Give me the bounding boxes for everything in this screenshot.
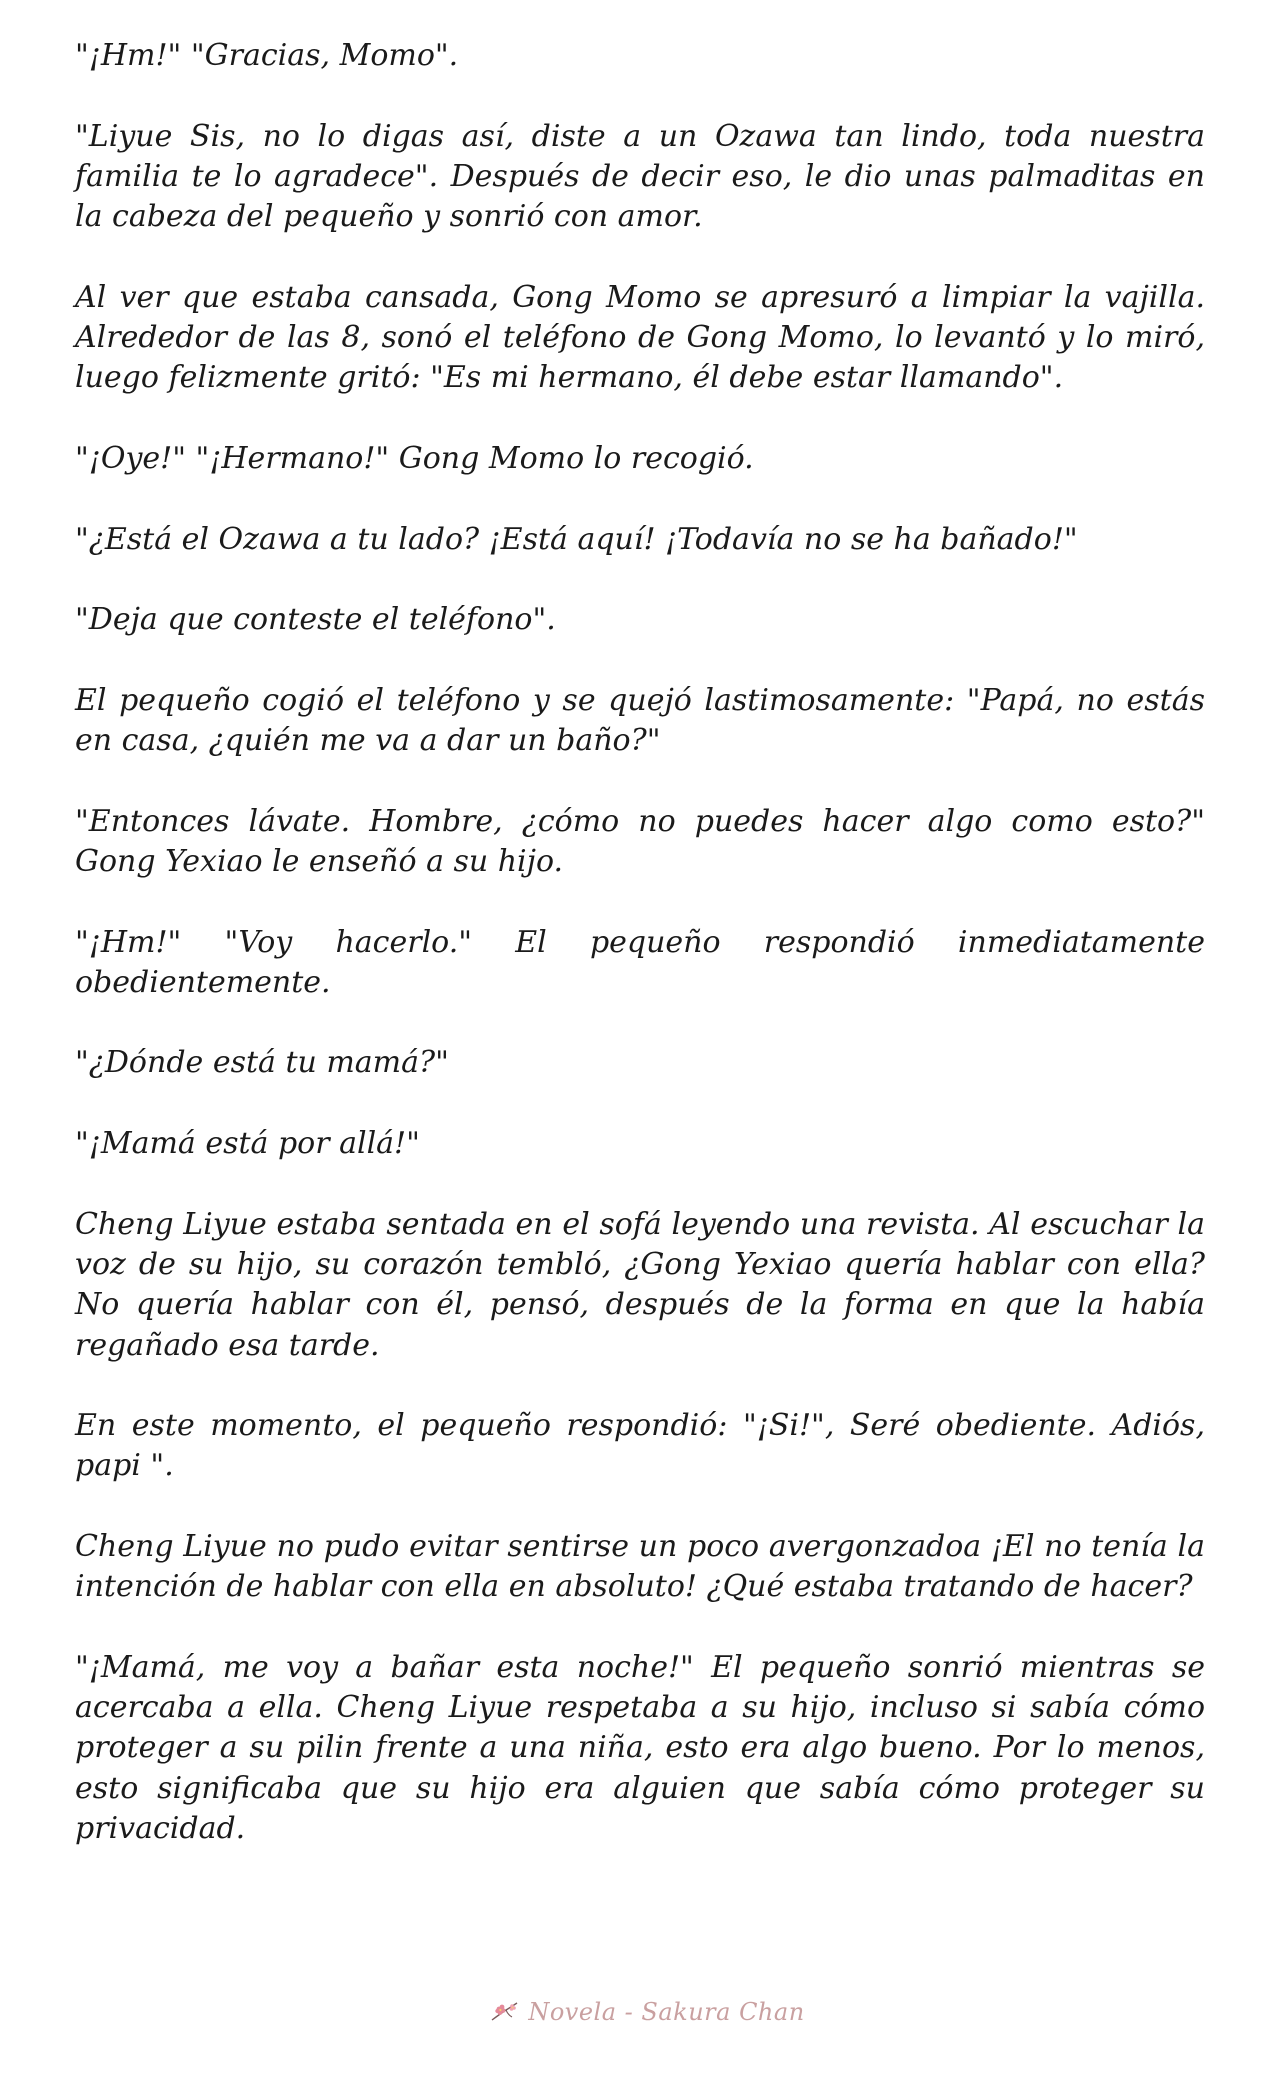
paragraph-3: Al ver que estaba cansada, Gong Momo se apresuró a limpiar la vajilla. Alrededor de las 8, sonó el teléfono de Gong Momo, lo levantó y lo miró, luego felizmente gritó: "Es mi hermano, él debe estar llamando".	[75, 279, 1205, 396]
watermark	[0, 1992, 1275, 2032]
paragraph-5: "¿Está el Ozawa a tu lado? ¡Está aquí! ¡Todavía no se ha bañado!"	[75, 521, 1078, 557]
paragraph-1: "¡Hm!" "Gracias, Momo".	[75, 38, 459, 73]
paragraph-2: "Liyue Sis, no lo digas así, diste a un Ozawa tan lindo, toda nuestra familia te lo agradece". Después de decir eso, le dio unas palmaditas en la cabeza del pequeño y sonrió con amor.	[75, 118, 1205, 235]
sakura-blossom-icon	[490, 2000, 520, 2024]
paragraph-14: Cheng Liyue no pudo evitar sentirse un poco avergonzadoa ¡El no tenía la intención de hablar con ella en absoluto! ¿Qué estaba tratando de hacer?	[75, 1528, 1205, 1605]
paragraph-11: "¡Mamá está por allá!"	[75, 1126, 420, 1162]
paragraph-10: "¿Dónde está tu mamá?"	[75, 1045, 449, 1081]
paragraph-7: El pequeño cogió el teléfono y se quejó lastimosamente: "Papá, no estás en casa, ¿quién me va a dar un baño?"	[75, 682, 1205, 759]
watermark-group	[490, 1998, 804, 2026]
paragraph-4: "¡Oye!" "¡Hermano!" Gong Momo lo recogió.	[75, 440, 754, 476]
paragraph-8: "Entonces lávate. Hombre, ¿cómo no puedes hacer algo como esto?" Gong Yexiao le enseñó a su hijo.	[75, 803, 1205, 879]
paragraph-15: "¡Mamá, me voy a bañar esta noche!" El pequeño sonrió mientras se acercaba a ella. Cheng Liyue respetaba a su hijo, incluso si sabía cómo proteger a su pilin frente a una niña, esto era algo bueno. Por lo menos, esto significaba que su hijo era alguien que sabía cómo proteger su privacidad.	[75, 1649, 1205, 1847]
paragraph-12: Cheng Liyue estaba sentada en el sofá leyendo una revista. Al escuchar la voz de su hijo, su corazón tembló, ¿Gong Yexiao quería hablar con ella? No quería hablar con él, pensó, después de la forma en que la había regañado esa tarde.	[75, 1206, 1205, 1363]
paragraph-9: "¡Hm!" "Voy hacerlo." El pequeño respondió inmediatamente obedientemente.	[75, 924, 1205, 1000]
paragraph-13: En este momento, el pequeño respondió: "¡Si!", Seré obediente. Adiós, papi ".	[75, 1408, 1205, 1484]
watermark-text: Novela - Sakura Chan	[528, 1998, 805, 2026]
document-body	[75, 36, 1205, 1890]
paragraph-6: "Deja que conteste el teléfono".	[75, 602, 556, 638]
